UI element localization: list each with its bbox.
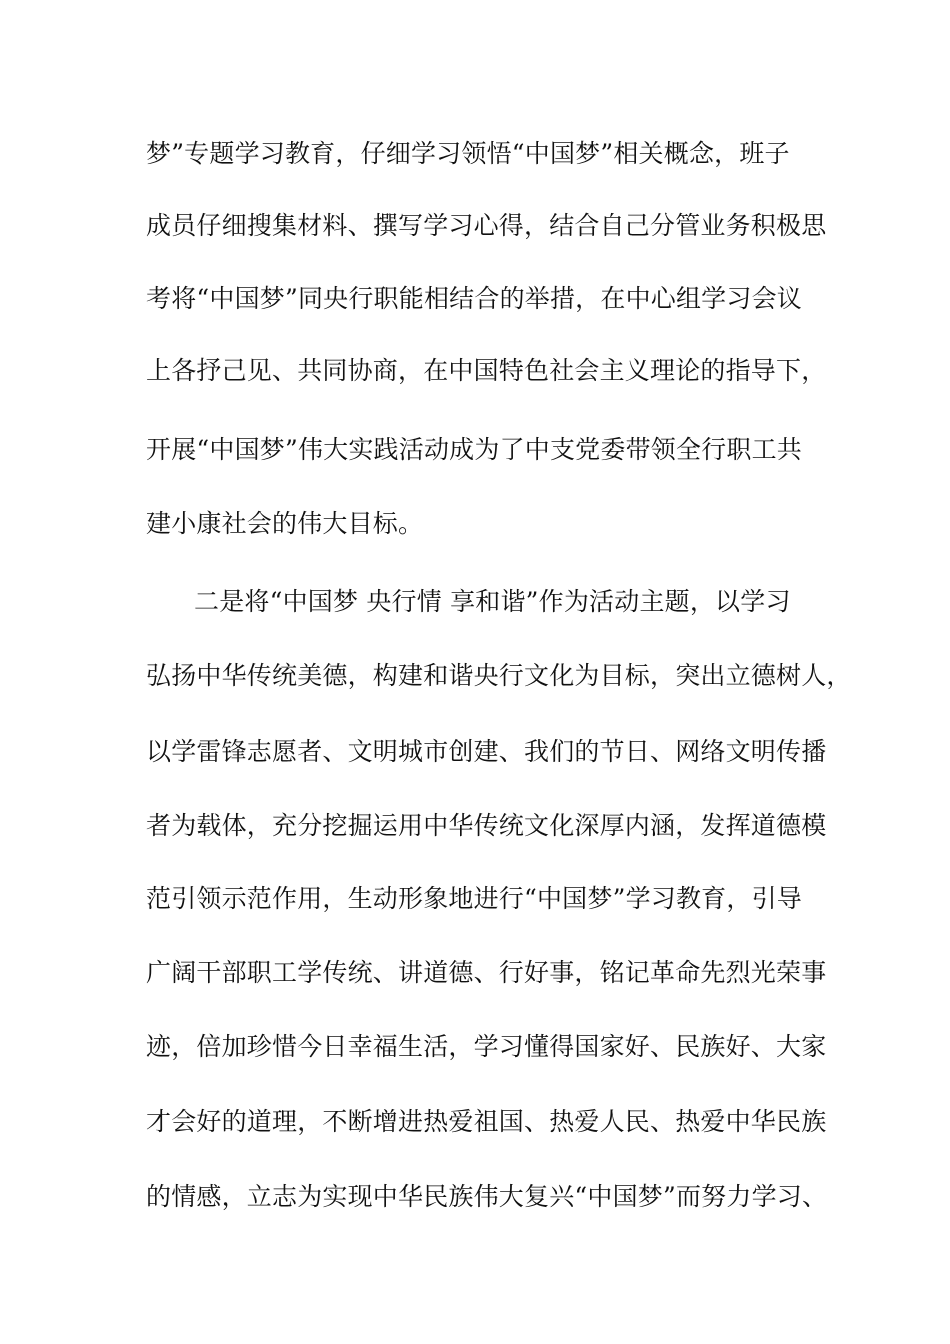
text-line: 成员仔细搜集材料、撰写学习心得，结合自己分管业务积极思: [146, 211, 827, 240]
text-line: 范引领示范作用，生动形象地进行“中国梦”学习教育，引导: [146, 884, 802, 913]
text-line: 的情感，立志为实现中华民族伟大复兴“中国梦”而努力学习、: [146, 1182, 828, 1211]
text-line: 以学雷锋志愿者、文明城市创建、我们的节日、网络文明传播: [146, 737, 827, 766]
text-line: 弘扬中华传统美德，构建和谐央行文化为目标，突出立德树人，: [146, 661, 852, 690]
text-line: 梦”专题学习教育，仔细学习领悟“中国梦”相关概念，班子: [146, 139, 790, 168]
text-line: 才会好的道理，不断增进热爱祖国、热爱人民、热爱中华民族: [146, 1107, 827, 1136]
text-line: 者为载体，充分挖掘运用中华传统文化深厚内涵，发挥道德模: [146, 811, 827, 840]
text-line: 广阔干部职工学传统、讲道德、行好事，铭记革命先烈光荣事: [146, 958, 827, 987]
text-line: 开展“中国梦”伟大实践活动成为了中支党委带领全行职工共: [146, 435, 802, 464]
text-line: 上各抒己见、共同协商，在中国特色社会主义理论的指导下，: [146, 356, 827, 385]
text-line: 建小康社会的伟大目标。: [146, 509, 424, 538]
text-line: 二是将“中国梦 央行情 享和谐”作为活动主题，以学习: [194, 587, 791, 616]
text-line: 迹，倍加珍惜今日幸福生活，学习懂得国家好、民族好、大家: [146, 1032, 827, 1061]
text-line: 考将“中国梦”同央行职能相结合的举措，在中心组学习会议: [146, 284, 802, 313]
